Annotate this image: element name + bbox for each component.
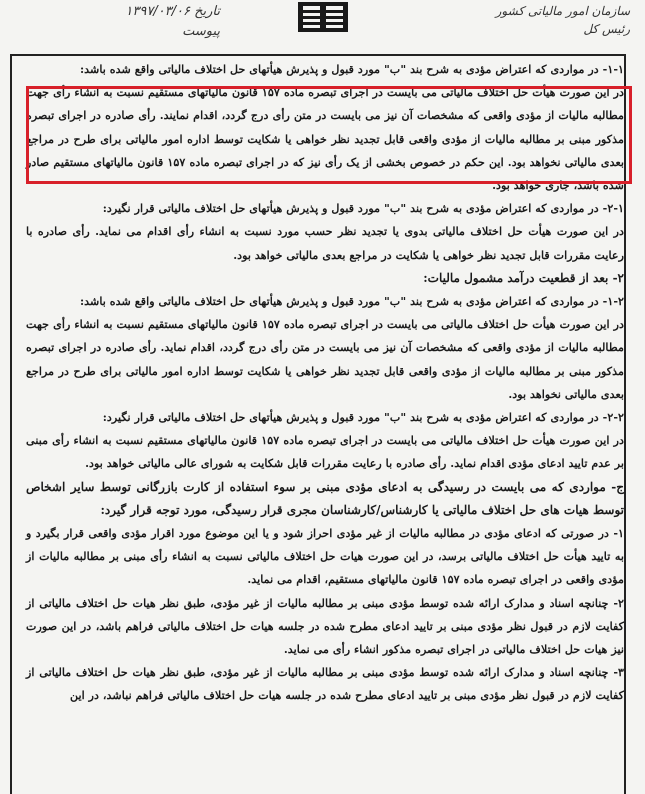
org-name: سازمان امور مالیاتی کشور bbox=[495, 4, 630, 18]
para-2-2-title: ۲-۲- در مواردی که اعتراض مؤدی به شرح بند "ب" مورد قبول و پذیرش هیأتهای حل اختلاف مالیاتی قرار نگیرد: bbox=[102, 410, 624, 425]
date-line: تاریخ ۱۳۹۷/۰۳/۰۶ bbox=[125, 4, 220, 19]
para-2-1-body: در این صورت هیأت حل اختلاف مالیاتی می بایست در اجرای تبصره ماده ۱۵۷ قانون مالیاتهای مستقیم نسبت به انشاء رأی جهت مطالبه مالیات از مؤدی واقعی که مشخصات آن نیز می بایست در متن رأی درج گردد، اقدام نماید. رأی صادره در اجرای تبصره مذکور مبنی بر مطالبه مالیات از مؤدی واقعی قابل تجدید نظر خواهی یا شکایت توسط اداره امور مالیاتی برای طرح در مراجع بعدی مالیاتی نخواهد بود. bbox=[26, 317, 624, 401]
letterhead-meta bbox=[60, 2, 220, 42]
para-1-2-title: ۲-۱- در مواردی که اعتراض مؤدی به شرح بند "ب" مورد قبول و پذیرش هیأتهای حل اختلاف مالیاتی قرار نگیرد: bbox=[102, 201, 624, 216]
para-1-1-body: در این صورت هیأت حل اختلاف مالیاتی می بایست در اجرای تبصره ماده ۱۵۷ قانون مالیاتهای مستقیم نسبت به انشاء رأی جهت مطالبه مالیات از مؤدی واقعی که مشخصات آن نیز می بایست در متن رأی درج گردد، اقدام نمایند. رأی صادره در اجرای تبصره مذکور مبنی بر مطالبه مالیات از مؤدی واقعی قابل تجدید نظر خواهی یا شکایت توسط اداره امور مالیاتی برای طرح در مراجع بعدی مالیاتی نخواهد بود. این حکم در خصوص بخشی از یک رأی نیز که در اجرای تبصره ماده ۱۵۷ قانون مالیاتهای مستقیم صادر شده باشد، جاری خواهد بود. bbox=[26, 85, 625, 193]
organization-emblem-icon bbox=[292, 0, 354, 34]
para-1-1-title: ۱-۱- در مواردی که اعتراض مؤدی به شرح بند "ب" مورد قبول و پذیرش هیأتهای حل اختلاف مالیاتی واقع شده باشد: bbox=[79, 62, 624, 76]
letterhead-org bbox=[440, 2, 630, 38]
para-1-2-body: در این صورت هیأت حل اختلاف مالیاتی بدوی یا تجدید نظر حسب مورد نسبت به انشاء رأی اقدام می نماید. رأی صادره با رعایت مقررات قابل تجدید نظر خواهی یا شکایت در مراجع بعدی مالیاتی خواهد بود. bbox=[26, 224, 624, 262]
document-body bbox=[26, 58, 624, 708]
para-2-1-title: ۱-۲- در مواردی که اعتراض مؤدی به شرح بند "ب" مورد قبول و پذیرش هیأتهای حل اختلاف مالیاتی واقع شده باشد: bbox=[79, 294, 624, 309]
letterhead bbox=[0, 0, 645, 58]
para-c-1: ۱- در صورتی که ادعای مؤدی در مطالبه مالیات از غیر مؤدی احراز شود و یا این موضوع مورد اقرار مؤدی واقعی قرار بگیرد و به تایید هیأت حل اختلاف مالیاتی برسد، در این صورت هیات حل اختلاف مالیاتی نسبت به انشاء رأی مبنی بر مطالبه مالیات از مؤدی واقعی در اجرای تبصره ماده ۱۵۷ قانون مالیاتهای مستقیم، اقدام می نماید. bbox=[26, 526, 624, 587]
org-title: رئیس کل bbox=[583, 22, 630, 36]
section-c-heading: ج- مواردی که می بایست در رسیدگی به ادعای مؤدی مبنی بر سوء استفاده از کارت بازرگانی توسط سایر اشخاص توسط هیات های حل اختلاف مالیاتی یا کارشناس/کارشناسان مجری قرار رسیدگی، مورد توجه قرار گیرد: bbox=[26, 479, 624, 517]
para-c-3: ۳- چنانچه اسناد و مدارک ارائه شده توسط مؤدی مبنی بر مطالبه مالیات از غیر مؤدی، طبق نظر هیات حل اختلاف مالیاتی از کفایت لازم در قبول نظر مؤدی مبنی بر تایید ادعای مطرح شده در جلسه هیات حل اختلاف مالیاتی فراهم نباشد، در این bbox=[26, 665, 624, 703]
attachment-line: پیوست bbox=[182, 24, 220, 39]
para-c-2: ۲- چنانچه اسناد و مدارک ارائه شده توسط مؤدی مبنی بر مطالبه مالیات از غیر مؤدی، طبق نظر هیات حل اختلاف مالیاتی از کفایت لازم در قبول نظر مؤدی مبنی بر تایید ادعای مطرح شده در جلسه هیات حل اختلاف مالیاتی فراهم باشد، در این صورت نیز هیات حل اختلاف مالیاتی در اجرای تبصره مذکور انشاء رأی می نماید. bbox=[26, 595, 624, 657]
para-2-2-body: در این صورت هیأت حل اختلاف مالیاتی می بایست در اجرای تبصره ماده ۱۵۷ قانون مالیاتهای مستقیم نسبت به انشاء رأی مبنی بر عدم تایید ادعای مؤدی اقدام نماید. رأی صادره با رعایت مقررات قابل شکایت به شورای عالی مالیاتی خواهد بود. bbox=[26, 433, 624, 471]
section-2-heading: ۲- بعد از قطعیت درآمد مشمول مالیات: bbox=[423, 270, 624, 285]
